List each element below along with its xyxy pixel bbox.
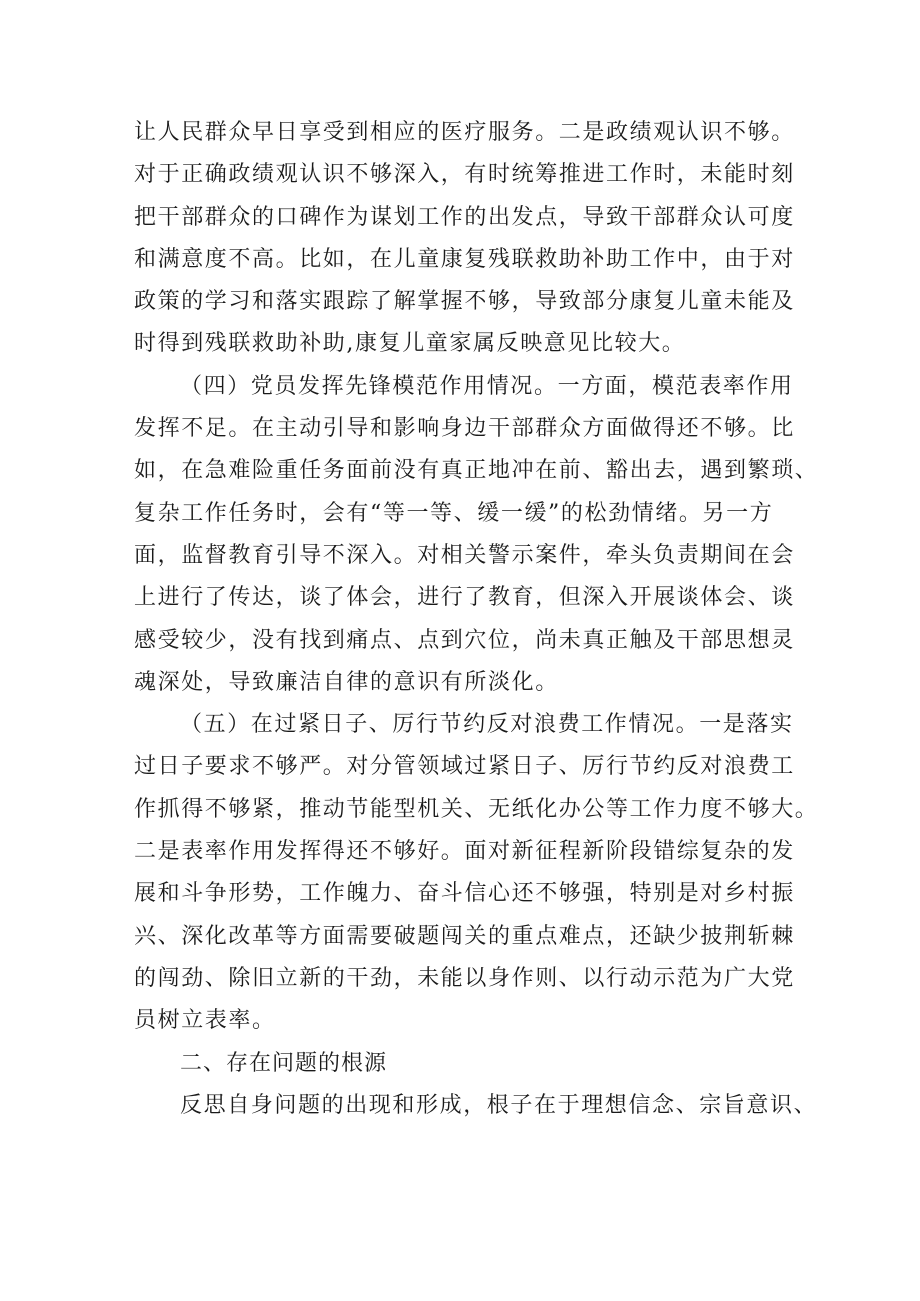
text-line-24: 反思自身问题的出现和形成，根子在于理想信念、宗旨意识、 xyxy=(180,1092,818,1118)
text-line-21: 的闯劲、除旧立新的干劲，未能以身作则、以行动示范为广大党 xyxy=(134,965,795,991)
text-line-14: 魂深处，导致廉洁自律的意识有所淡化。 xyxy=(134,669,559,695)
text-line-19: 展和斗争形势，工作魄力、奋斗信心还不够强，特别是对乡村振 xyxy=(134,881,795,907)
section-heading: 二、存在问题的根源 xyxy=(180,1050,388,1076)
text-line-8: 发挥不足。在主动引导和影响身边干部群众方面做得还不够。比 xyxy=(134,416,795,442)
text-line-5: 政策的学习和落实跟踪了解掌握不够，导致部分康复儿童未能及 xyxy=(134,289,795,315)
text-line-2: 对于正确政绩观认识不够深入，有时统筹推进工作时，未能时刻 xyxy=(134,162,795,188)
text-line-1: 让人民群众早日享受到相应的医疗服务。二是政绩观认识不够。 xyxy=(134,120,795,145)
text-line-20: 兴、深化改革等方面需要破题闯关的重点难点，还缺少披荆斩棘 xyxy=(134,923,795,949)
document-body xyxy=(134,112,819,1127)
paragraph-5-start: （五）在过紧日子、厉行节约反对浪费工作情况。一是落实 xyxy=(180,712,794,738)
text-line-16: 过日子要求不够严。对分管领域过紧日子、厉行节约反对浪费工 xyxy=(134,754,795,780)
text-line-13: 感受较少，没有找到痛点、点到穴位，尚未真正触及干部思想灵 xyxy=(134,627,795,653)
text-line-22: 员树立表率。 xyxy=(134,1008,276,1034)
text-line-6: 时得到残联救助补助,康复儿童家属反映意见比较大。 xyxy=(134,331,686,357)
text-line-18: 二是表率作用发挥得还不够好。面对新征程新阶段错综复杂的发 xyxy=(134,839,795,865)
text-line-12: 上进行了传达，谈了体会，进行了教育，但深入开展谈体会、谈 xyxy=(134,585,795,611)
text-line-3: 把干部群众的口碑作为谋划工作的出发点，导致干部群众认可度 xyxy=(134,204,795,230)
text-line-17: 作抓得不够紧，推动节能型机关、无纸化办公等工作力度不够大。 xyxy=(134,796,819,822)
paragraph-4-start: （四）党员发挥先锋模范作用情况。一方面，模范表率作用 xyxy=(180,373,794,399)
text-line-4: 和满意度不高。比如，在儿童康复残联救助补助工作中，由于对 xyxy=(134,246,795,272)
text-line-11: 面，监督教育引导不深入。对相关警示案件，牵头负责期间在会 xyxy=(134,542,795,568)
text-line-9: 如，在急难险重任务面前没有真正地冲在前、豁出去，遇到繁琐、 xyxy=(134,458,819,484)
text-line-10: 复杂工作任务时，会有“等一等、缓一缓”的松劲情绪。另一方 xyxy=(134,500,774,526)
